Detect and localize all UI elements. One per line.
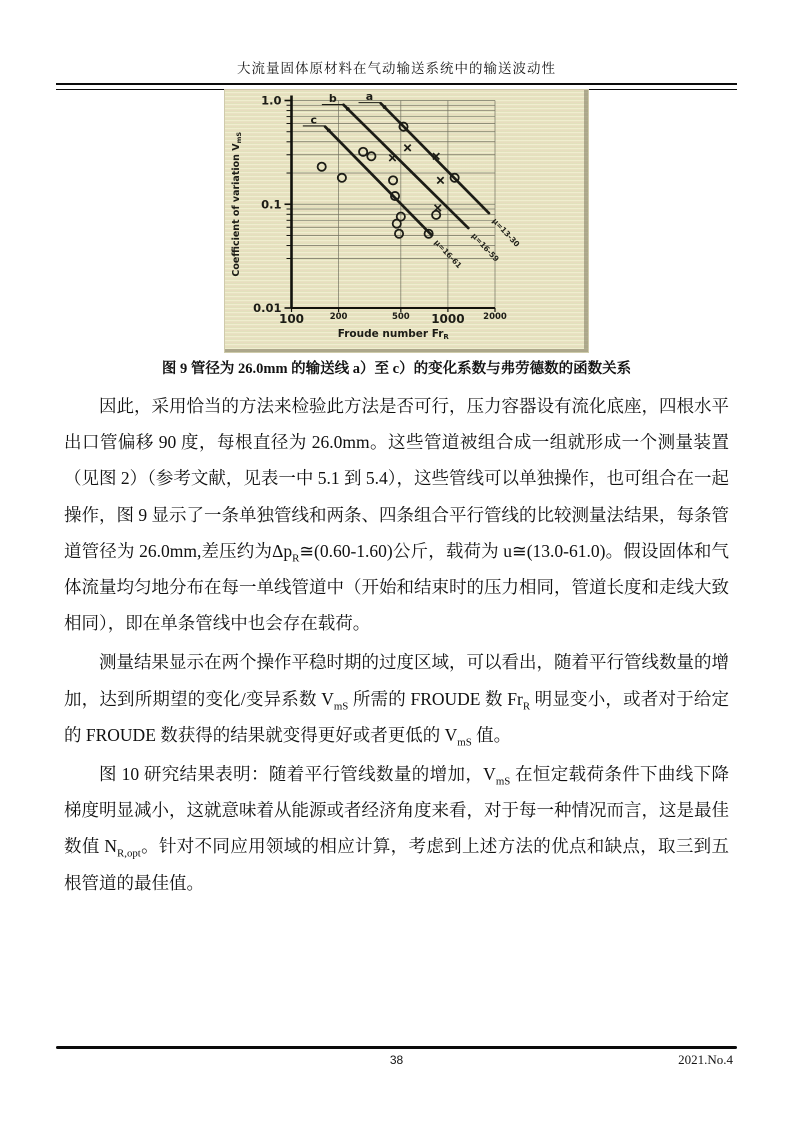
header-rule (56, 83, 737, 90)
svg-text:0.1: 0.1 (261, 197, 282, 212)
chart-svg (225, 90, 588, 352)
chart-line-b (322, 92, 501, 264)
svg-text:1.0: 1.0 (261, 93, 282, 108)
chart-line-c (303, 113, 464, 270)
svg-text:500: 500 (391, 312, 410, 322)
chart-line-a (359, 90, 522, 249)
chart-axes (285, 96, 496, 313)
svg-text:2000: 2000 (483, 312, 507, 322)
svg-text:1000: 1000 (431, 312, 465, 326)
mu-label-c: μ=16-61 (432, 237, 464, 271)
body-text (64, 388, 729, 904)
line-label-c: c (310, 113, 318, 127)
footer-issue: 2021.No.4 (678, 1052, 733, 1067)
figure-caption: 图 9 管径为 26.0mm 的输送线 a）至 c）的变化系数与弗劳德数的函数关系 (161, 361, 632, 377)
paragraph-1: 因此，采用恰当的方法来检验此方法是否可行，压力容器设有流化底座，四根水平出口管偏移 90 度，每根直径为 26.0mm。这些管道被组合成一组就形成一个测量装置（见图 2）（参考文献，见表一中 5.1 到 5.4），这些管线可以单独操作，也可组合在一起操作，图 9 显示了一条单独管线和两条、四条组合平行管线的比较测量法结果，每条管道管径为 26.0mm,差压约为$\Delta p_R≅(0.60-1.60)$公斤，载荷为 u≅(13.0-61.0)。假设固体和气体流量均匀地分布在每一单线管道中（开始和结束时的压力相同，管道长度和走线大致相同），即在单条管线中也会存在载荷。 (64, 396, 730, 634)
mu-label-a: μ=13-30 (490, 216, 522, 249)
figure-9-chart (225, 90, 588, 352)
page-header-title: 大流量固体原材料在气动输送系统中的输送波动性 (237, 61, 556, 76)
svg-text:0.01: 0.01 (253, 301, 282, 315)
footer-rule (56, 1046, 737, 1049)
svg-text:100: 100 (278, 312, 305, 326)
paragraph-3: 图 10 研究结果表明：随着平行管线数量的增加，$V_{mS}$ 在恒定载荷条件下曲线下降梯度明显减小，这就意味着从能源或者经济角度来看，对于每一种情况而言，这是最佳数值 $N_{R,opt}$。针对不同应用领域的相应计算，考虑到上述方法的优点和缺点，取三到五根管道的最佳值。 (64, 764, 730, 893)
svg-text:Froude number FrR: Froude number FrR (337, 328, 449, 341)
svg-text:200: 200 (329, 312, 348, 322)
mu-label-b: μ=16-59 (469, 231, 501, 264)
chart-grid (292, 101, 496, 309)
line-label-b: b (328, 92, 337, 106)
line-label-a: a (365, 90, 374, 104)
svg-text:Coefficient of variation VmS: Coefficient of variation $V_{mS}$ (231, 131, 243, 277)
paragraph-2: 测量结果显示在两个操作平稳时期的过度区域，可以看出，随着平行管线数量的增加，达到所期望的变化/变异系数 $V_{mS}$ 所需的 FROUDE 数 $Fr_R$ 明显变小，或者对于给定的 FROUDE 数获得的结果就变得更好或者更低的 $V_{mS}$ 值。 (64, 652, 730, 749)
footer-page-number: 38 (389, 1053, 404, 1067)
